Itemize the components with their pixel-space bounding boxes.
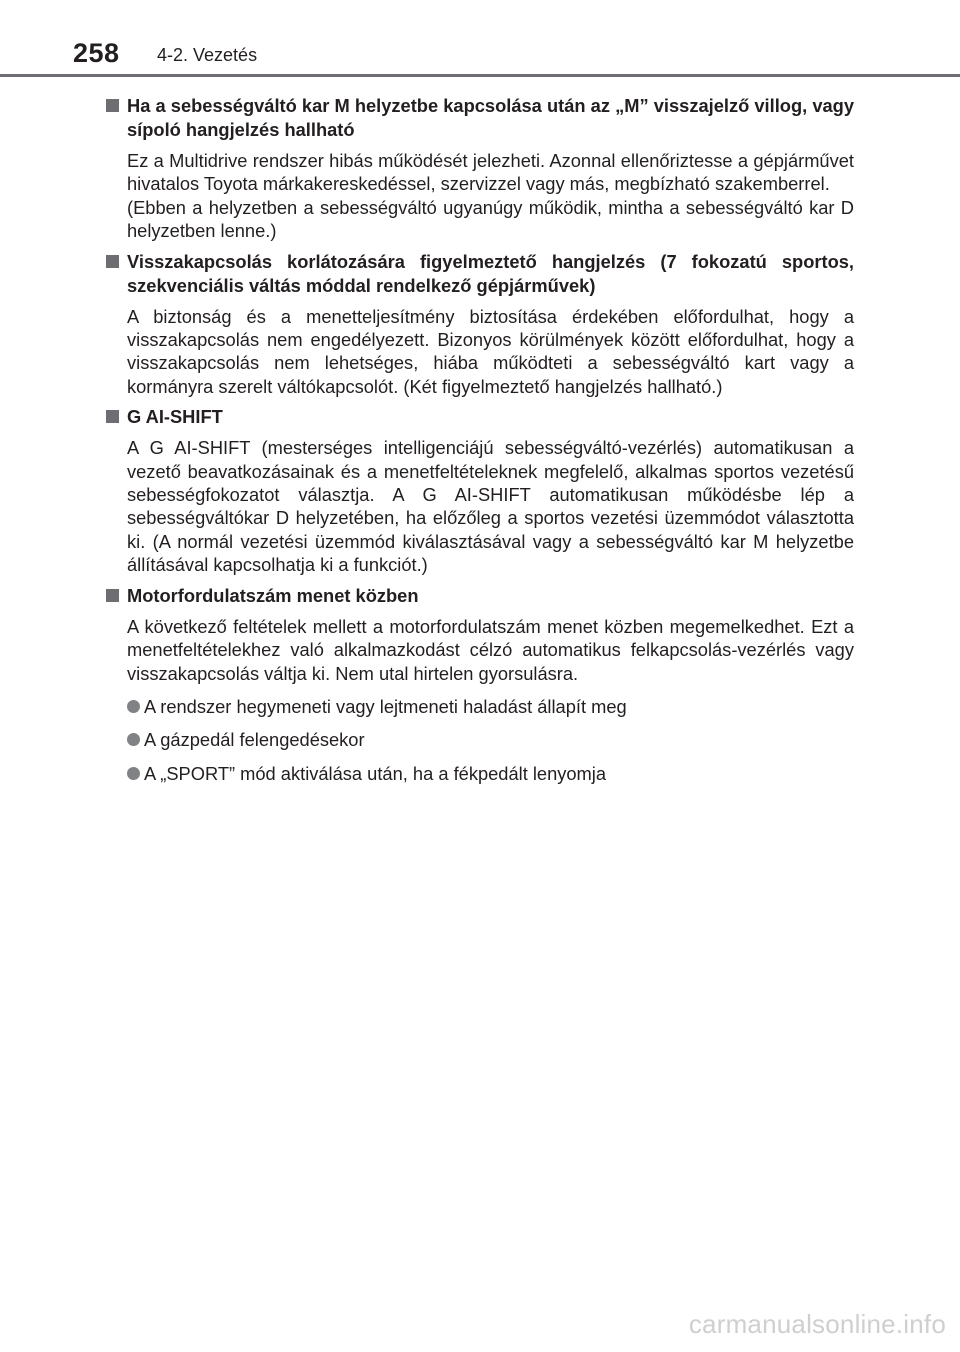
round-bullet-icon (127, 733, 140, 746)
heading-text: Motorfordulatszám menet közben (127, 584, 419, 606)
heading-text: Ha a sebességváltó kar M helyzetbe kapcsolása után az „M” visszajelző villog, vagy sípoló hangjelzés hallható (127, 95, 854, 140)
list-item (106, 762, 854, 785)
section-heading (106, 94, 854, 142)
square-bullet-icon (106, 410, 119, 423)
heading-text: Visszakapcsolás korlátozására figyelmeztető hangjelzés (7 fokozatú sportos, szekvenciális váltás móddal rendelkező gépjárművek) (127, 250, 854, 296)
square-bullet-icon (106, 255, 119, 268)
section-heading (106, 405, 854, 429)
paragraph: (Ebben a helyzetben a sebességváltó ugyanúgy működik, mintha a sebességváltó kar D helyzetben lenne.) (127, 196, 854, 242)
watermark: carmanualsonline.info (688, 1309, 946, 1339)
list-item (106, 728, 854, 751)
page-header (0, 0, 960, 80)
round-bullet-icon (127, 767, 140, 780)
paragraph: A biztonság és a menetteljesítmény biztosítása érdekében előfordulhat, hogy a visszakapcsolás nem engedélyezett. Bizonyos körülmények között előfordulhat, hogy a visszakapcsolás nem lehetséges, hiába működteti a sebességváltó kart vagy a kormányra szerelt váltókapcsolót. (Két figyelmeztető hangjelzés hallható.) (127, 305, 854, 397)
list-item (106, 695, 854, 718)
paragraph: A következő feltételek mellett a motorfordulatszám menet közben megemelkedhet. Ezt a menetfeltételekhez való alkalmazkodást célzó automatikus felkapcsolás-vezérlés vagy visszakapcsolás váltja ki. Nem utal hirtelen gyorsulásra. (127, 615, 854, 684)
list-item-text: A „SPORT” mód aktiválása után, ha a fékpedált lenyomja (144, 762, 607, 784)
list-item-text: A rendszer hegymeneti vagy lejtmeneti haladást állapít meg (144, 695, 627, 717)
section-heading (106, 250, 854, 298)
section-title: 4-2. Vezetés (157, 45, 258, 65)
section-heading (106, 584, 854, 608)
paragraph: Ez a Multidrive rendszer hibás működését jelezheti. Azonnal ellenőriztesse a gépjárművet hivatalos Toyota márkakereskedéssel, szervizzel vagy más, megbízható szakemberrel. (127, 150, 854, 195)
heading-text: G AI-SHIFT (127, 406, 223, 428)
round-bullet-icon (127, 700, 140, 713)
list-item-text: A gázpedál felengedésekor (144, 729, 365, 751)
header-divider (0, 74, 960, 77)
page-number: 258 (73, 38, 120, 68)
square-bullet-icon (106, 99, 119, 112)
square-bullet-icon (106, 589, 119, 602)
page-content (106, 94, 854, 795)
paragraph: A G AI-SHIFT (mesterséges intelligenciájú sebességváltó-vezérlés) automatikusan a vezető beavatkozásainak és a menetfeltételeknek megfelelő, alkalmas sportos vezetésű sebességfokozatot választja. A G AI-SHIFT automatikusan működésbe lép a sebességváltókar D helyzetében, ha előzőleg a sportos vezetési üzemmódot választotta ki. (A normál vezetési üzemmód kiválasztásával vagy a sebességváltó kar M helyzetbe állításával kapcsolhatja ki a funkciót.) (127, 437, 854, 576)
